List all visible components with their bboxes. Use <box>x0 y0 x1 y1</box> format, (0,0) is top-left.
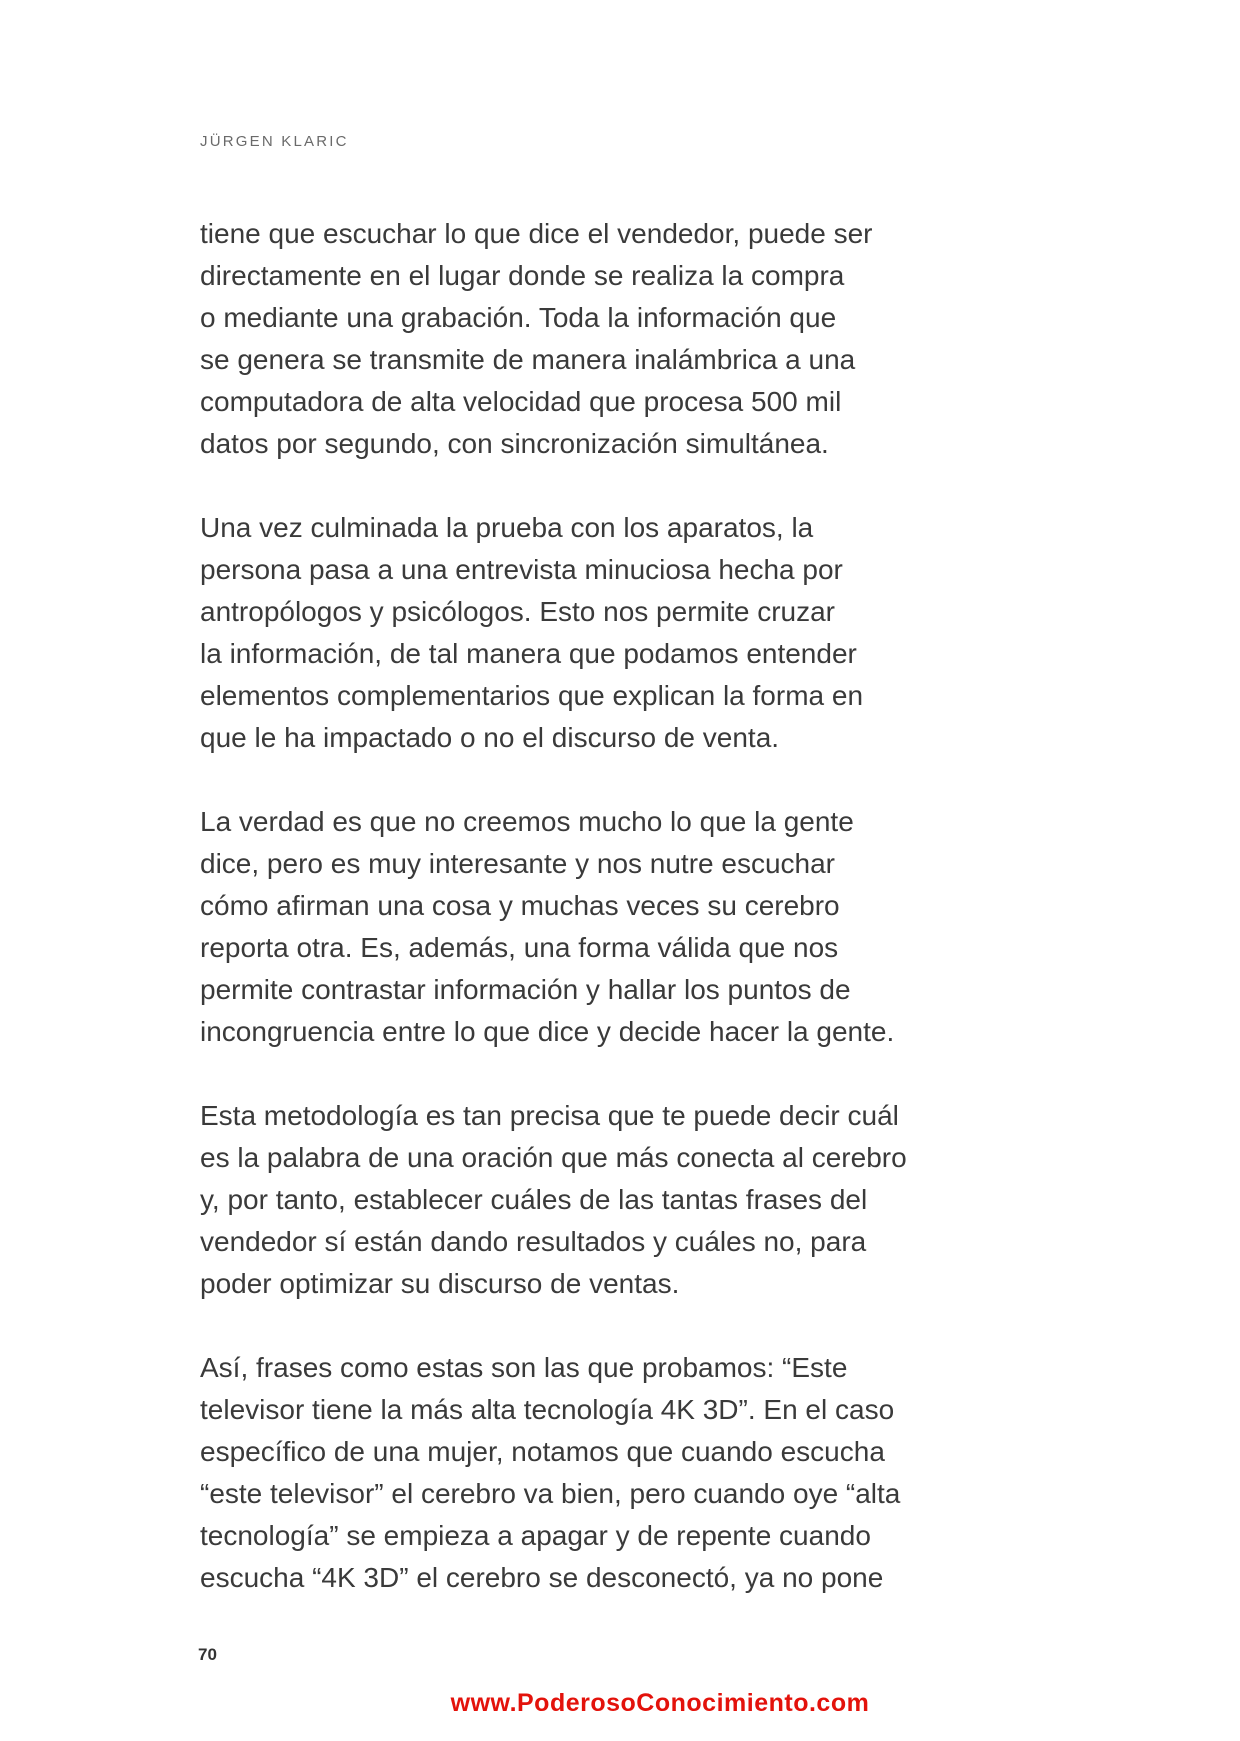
text-line: o mediante una grabación. Toda la información que <box>200 302 837 333</box>
text-line: la información, de tal manera que podamos entender <box>200 638 857 669</box>
paragraph-2 <box>200 507 1100 759</box>
text-line: cómo afirman una cosa y muchas veces su cerebro <box>200 890 840 921</box>
text-line: “este televisor” el cerebro va bien, pero cuando oye “alta <box>200 1478 901 1509</box>
text-line: vendedor sí están dando resultados y cuáles no, para <box>200 1226 867 1257</box>
body-text <box>200 213 1100 1641</box>
paragraph-1 <box>200 213 1100 465</box>
text-line: Esta metodología es tan precisa que te puede decir cuál <box>200 1100 899 1131</box>
text-line: persona pasa a una entrevista minuciosa hecha por <box>200 554 843 585</box>
page-number: 70 <box>198 1645 217 1664</box>
text-line: tecnología” se empieza a apagar y de repente cuando <box>200 1520 871 1551</box>
text-line: La verdad es que no creemos mucho lo que la gente <box>200 806 854 837</box>
running-header: JÜRGEN KLARIC <box>200 133 349 150</box>
watermark-link[interactable] <box>0 1689 1240 1718</box>
text-line: es la palabra de una oración que más conecta al cerebro <box>200 1142 907 1173</box>
text-line: Así, frases como estas son las que probamos: “Este <box>200 1352 848 1383</box>
paragraph-3 <box>200 801 1100 1053</box>
text-line: reporta otra. Es, además, una forma válida que nos <box>200 932 839 963</box>
text-line: tiene que escuchar lo que dice el vendedor, puede ser <box>200 218 873 249</box>
text-line: elementos complementarios que explican la forma en <box>200 680 864 711</box>
paragraph-5 <box>200 1347 1100 1599</box>
text-line: se genera se transmite de manera inalámbrica a una <box>200 344 856 375</box>
text-line: directamente en el lugar donde se realiza la compra <box>200 260 845 291</box>
text-line: que le ha impactado o no el discurso de venta. <box>200 722 780 753</box>
text-line: datos por segundo, con sincronización simultánea. <box>200 428 829 459</box>
paragraph-4 <box>200 1095 1100 1305</box>
text-line: permite contrastar información y hallar los puntos de <box>200 974 851 1005</box>
watermark-text[interactable]: www.PoderosoConocimiento.com <box>450 1689 870 1717</box>
text-line: poder optimizar su discurso de ventas. <box>200 1268 680 1299</box>
text-line: antropólogos y psicólogos. Esto nos permite cruzar <box>200 596 835 627</box>
text-line: escucha “4K 3D” el cerebro se desconectó, ya no pone <box>200 1562 884 1593</box>
text-line: computadora de alta velocidad que procesa 500 mil <box>200 386 842 417</box>
text-line: específico de una mujer, notamos que cuando escucha <box>200 1436 885 1467</box>
text-line: incongruencia entre lo que dice y decide hacer la gente. <box>200 1016 895 1047</box>
text-line: y, por tanto, establecer cuáles de las tantas frases del <box>200 1184 868 1215</box>
text-line: dice, pero es muy interesante y nos nutre escuchar <box>200 848 836 879</box>
text-line: televisor tiene la más alta tecnología 4K 3D”. En el caso <box>200 1394 895 1425</box>
text-line: Una vez culminada la prueba con los aparatos, la <box>200 512 814 543</box>
